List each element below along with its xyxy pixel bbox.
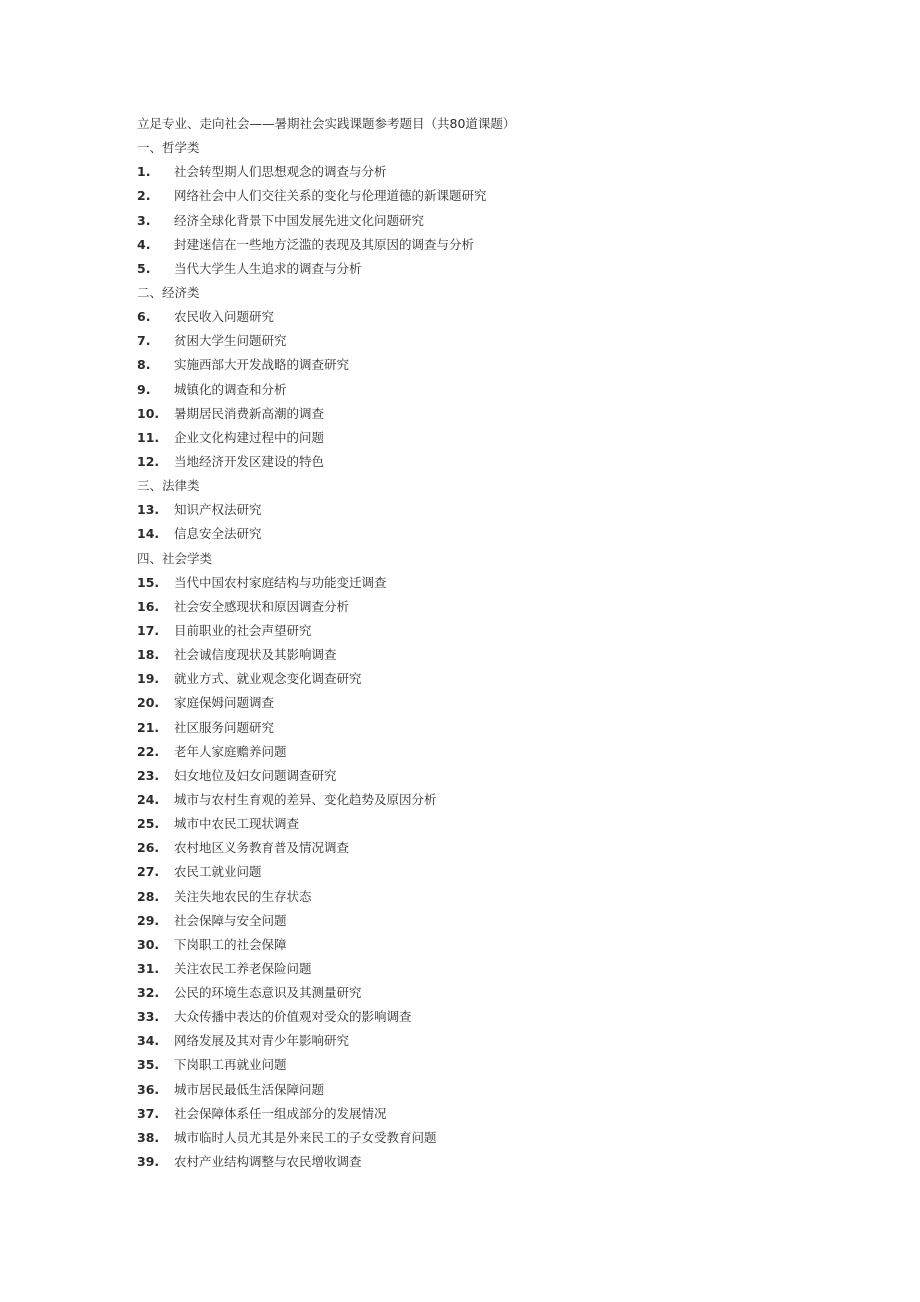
item-number: 11. — [137, 429, 160, 445]
item-number: 6. — [137, 309, 151, 325]
list-item — [137, 233, 837, 257]
list-item — [137, 209, 837, 233]
list-item — [137, 981, 837, 1005]
item-number: 24. — [137, 791, 160, 807]
item-text: 农民工就业问题 — [174, 864, 262, 880]
list-item — [137, 378, 837, 402]
list-item — [137, 764, 837, 788]
item-number: 25. — [137, 816, 160, 832]
list-item — [137, 305, 837, 329]
document-title: 立足专业、走向社会——暑期社会实践课题参考题目（共80道课题） — [137, 116, 516, 131]
item-text: 农村地区义务教育普及情况调查 — [174, 840, 350, 856]
item-number: 27. — [137, 864, 160, 880]
item-number: 10. — [137, 405, 160, 421]
list-item — [137, 1078, 837, 1102]
item-text: 社会保障体系任一组成部分的发展情况 — [174, 1105, 387, 1121]
list-item — [137, 329, 837, 353]
item-number: 32. — [137, 985, 160, 1001]
item-number: 23. — [137, 767, 160, 783]
item-number: 17. — [137, 622, 160, 638]
list-item — [137, 1102, 837, 1126]
item-number: 29. — [137, 912, 160, 928]
item-text: 封建迷信在一些地方泛滥的表现及其原因的调查与分析 — [174, 236, 475, 252]
item-text: 社会安全感现状和原因调查分析 — [174, 598, 350, 614]
item-text: 就业方式、就业观念变化调查研究 — [174, 671, 362, 687]
list-item — [137, 836, 837, 860]
list-item — [137, 595, 837, 619]
item-number: 31. — [137, 960, 160, 976]
item-text: 城市临时人员尤其是外来民工的子女受教育问题 — [174, 1129, 437, 1145]
item-text: 社会诚信度现状及其影响调查 — [174, 647, 337, 663]
item-number: 37. — [137, 1105, 160, 1121]
item-number: 34. — [137, 1033, 160, 1049]
list-item — [137, 1150, 837, 1174]
item-text: 大众传播中表达的价值观对受众的影响调查 — [174, 1009, 412, 1025]
list-item — [137, 933, 837, 957]
item-number: 3. — [137, 212, 151, 228]
item-number: 39. — [137, 1154, 160, 1170]
item-number: 38. — [137, 1129, 160, 1145]
item-text: 贫困大学生问题研究 — [174, 333, 287, 349]
item-text: 农民收入问题研究 — [174, 309, 275, 325]
list-item — [137, 1126, 837, 1150]
item-text: 农村产业结构调整与农民增收调查 — [174, 1154, 362, 1170]
list-item — [137, 571, 837, 595]
section-heading: 三、法律类 — [137, 478, 200, 494]
item-text: 当代大学生人生追求的调查与分析 — [174, 260, 362, 276]
item-number: 5. — [137, 260, 151, 276]
item-number: 13. — [137, 502, 160, 518]
item-number: 1. — [137, 164, 151, 180]
item-number: 30. — [137, 936, 160, 952]
item-number: 18. — [137, 647, 160, 663]
list-item — [137, 957, 837, 981]
list-item — [137, 812, 837, 836]
item-number: 19. — [137, 671, 160, 687]
list-item — [137, 450, 837, 474]
topic-list — [137, 136, 837, 1174]
list-item — [137, 1005, 837, 1029]
document-body — [137, 112, 837, 1174]
list-item — [137, 740, 837, 764]
item-text: 城市居民最低生活保障问题 — [174, 1081, 325, 1097]
item-text: 暑期居民消费新高潮的调查 — [174, 405, 325, 421]
item-text: 老年人家庭赡养问题 — [174, 743, 287, 759]
item-text: 社会转型期人们思想观念的调查与分析 — [174, 164, 387, 180]
list-item — [137, 909, 837, 933]
list-item — [137, 257, 837, 281]
item-text: 城市与农村生育观的差异、变化趋势及原因分析 — [174, 791, 437, 807]
item-text: 公民的环境生态意识及其测量研究 — [174, 985, 362, 1001]
list-item — [137, 353, 837, 377]
item-text: 城市中农民工现状调查 — [174, 816, 300, 832]
item-text: 经济全球化背景下中国发展先进文化问题研究 — [174, 212, 425, 228]
list-item — [137, 885, 837, 909]
item-number: 4. — [137, 236, 151, 252]
list-item — [137, 691, 837, 715]
list-item — [137, 1053, 837, 1077]
item-number: 22. — [137, 743, 160, 759]
item-text: 实施西部大开发战略的调查研究 — [174, 357, 350, 373]
item-text: 城镇化的调查和分析 — [174, 381, 287, 397]
item-text: 关注农民工养老保险问题 — [174, 960, 312, 976]
item-text: 关注失地农民的生存状态 — [174, 888, 312, 904]
list-item — [137, 643, 837, 667]
item-text: 下岗职工的社会保障 — [174, 936, 287, 952]
item-text: 目前职业的社会声望研究 — [174, 622, 312, 638]
item-number: 20. — [137, 695, 160, 711]
item-text: 社会保障与安全问题 — [174, 912, 287, 928]
list-item — [137, 184, 837, 208]
list-item — [137, 716, 837, 740]
list-item — [137, 667, 837, 691]
item-text: 当地经济开发区建设的特色 — [174, 453, 325, 469]
item-number: 12. — [137, 453, 160, 469]
list-item — [137, 522, 837, 546]
item-number: 26. — [137, 840, 160, 856]
list-item — [137, 788, 837, 812]
section-heading: 一、哲学类 — [137, 140, 200, 156]
item-text: 网络发展及其对青少年影响研究 — [174, 1033, 350, 1049]
item-number: 14. — [137, 526, 160, 542]
item-text: 下岗职工再就业问题 — [174, 1057, 287, 1073]
list-item — [137, 1029, 837, 1053]
item-text: 知识产权法研究 — [174, 502, 262, 518]
item-text: 企业文化构建过程中的问题 — [174, 429, 325, 445]
item-text: 妇女地位及妇女问题调查研究 — [174, 767, 337, 783]
item-text: 社区服务问题研究 — [174, 719, 275, 735]
list-item — [137, 426, 837, 450]
item-number: 33. — [137, 1009, 160, 1025]
list-item — [137, 619, 837, 643]
item-number: 7. — [137, 333, 151, 349]
item-number: 8. — [137, 357, 151, 373]
item-number: 16. — [137, 598, 160, 614]
item-text: 网络社会中人们交往关系的变化与伦理道德的新课题研究 — [174, 188, 487, 204]
item-text: 信息安全法研究 — [174, 526, 262, 542]
item-number: 2. — [137, 188, 151, 204]
item-number: 36. — [137, 1081, 160, 1097]
item-number: 9. — [137, 381, 151, 397]
item-text: 家庭保姆问题调查 — [174, 695, 275, 711]
item-number: 35. — [137, 1057, 160, 1073]
list-item — [137, 498, 837, 522]
list-item — [137, 860, 837, 884]
item-text: 当代中国农村家庭结构与功能变迁调查 — [174, 574, 387, 590]
item-number: 21. — [137, 719, 160, 735]
section-heading: 四、社会学类 — [137, 550, 213, 566]
item-number: 15. — [137, 574, 160, 590]
section-heading: 二、经济类 — [137, 284, 200, 300]
list-item — [137, 160, 837, 184]
item-number: 28. — [137, 888, 160, 904]
list-item — [137, 402, 837, 426]
